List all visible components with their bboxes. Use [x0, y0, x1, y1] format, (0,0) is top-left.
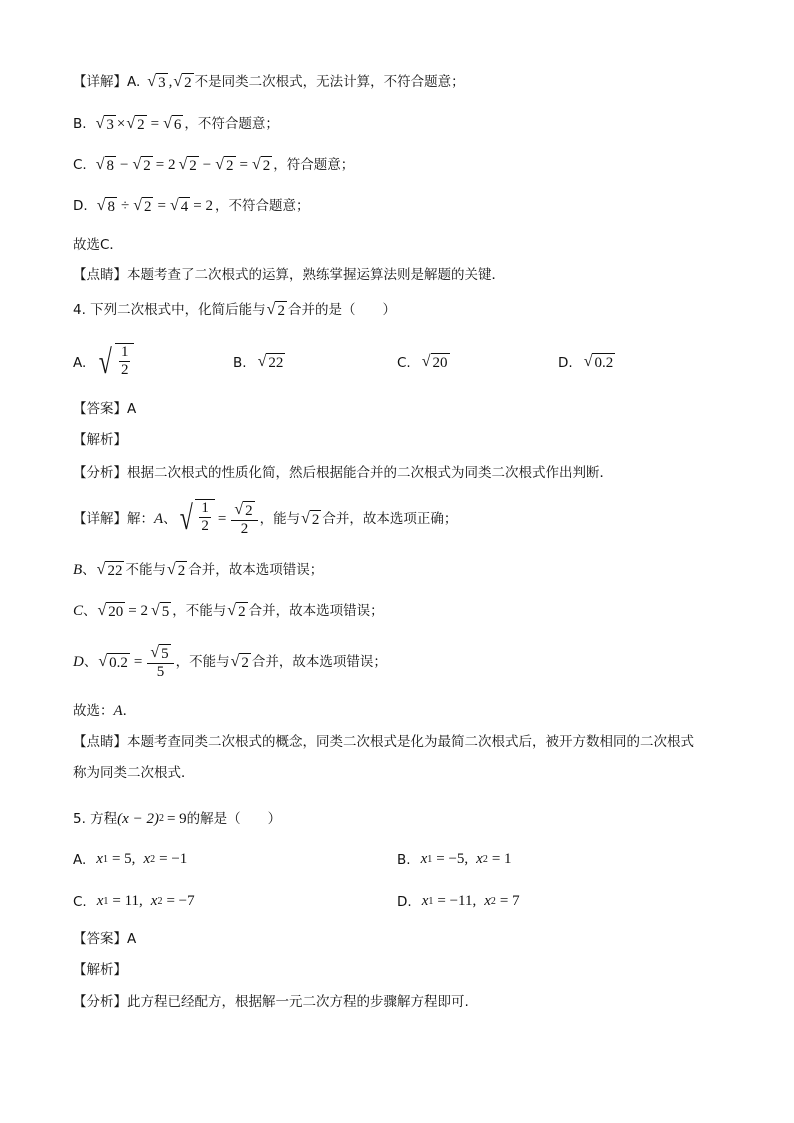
operator: = — [239, 157, 248, 173]
sqrt: √ 2 — [266, 300, 285, 319]
sqrt: √ 5 — [151, 601, 170, 620]
text: ． — [122, 703, 137, 719]
answer-label: 【答案】 — [73, 931, 127, 947]
analyze-label: 【分析】 — [73, 465, 127, 481]
sqrt: √ $\frac{1}{2}$ — [96, 343, 134, 383]
question-stem: 4. 下列二次根式中，化简后能与 — [73, 302, 266, 318]
sqrt: √ 2 — [126, 114, 145, 133]
text: 本题考查同类二次根式的概念，同类二次根式是化为最简二次根式后，被开方数相同的二次根式 — [127, 734, 694, 750]
operator: = 2 — [155, 157, 176, 173]
option-label: D. — [558, 354, 573, 371]
text: 故选C． — [73, 237, 123, 253]
sqrt: √ 3 — [95, 114, 114, 133]
text: ，不能与 — [172, 603, 227, 619]
sqrt: √ 2 — [166, 560, 186, 579]
operator: ÷ — [120, 198, 130, 214]
sqrt: √ 2 — [301, 509, 320, 528]
q4-point-cont — [73, 763, 195, 783]
text: ，符合题意； — [273, 157, 355, 173]
sqrt: √ 6 — [163, 114, 182, 133]
operator: − — [120, 157, 129, 173]
sqrt: √ 22 — [257, 353, 284, 371]
operator: × — [116, 116, 126, 132]
analyze-label: 【分析】 — [73, 994, 127, 1010]
analysis-label: 【解析】 — [73, 432, 127, 448]
sqrt: √ 20 — [421, 353, 448, 371]
equation: = 9 — [166, 811, 187, 827]
sqrt: √ 8 — [95, 155, 114, 174]
q3-point — [73, 265, 505, 285]
q4-option-b — [233, 353, 286, 372]
q5-option-a: A. x 1 = 5, x 2 = −1 — [73, 851, 188, 868]
question-stem: 的解是（ ） — [186, 811, 282, 827]
text: 此方程已经配方，根据解一元二次方程的步骤解方程即可. — [127, 994, 469, 1010]
text: ，不符合题意； — [214, 198, 310, 214]
text: 、 — [83, 654, 98, 670]
text: 根据二次根式的性质化简，然后根据能合并的二次根式为同类二次根式作出判断． — [127, 465, 613, 481]
question-stem: 5. 方程 — [73, 811, 118, 827]
question-stem: 合并的是（ ） — [287, 302, 396, 318]
option-label: C. — [73, 893, 87, 910]
answer-value: A — [127, 931, 137, 947]
sqrt: √ 8 — [96, 196, 115, 215]
q5-analysis — [73, 960, 127, 980]
option-label: A. — [73, 355, 87, 371]
sqrt: √ 2 — [178, 155, 197, 174]
text: 合并，故本选项错误； — [248, 603, 384, 619]
q4-choose — [73, 701, 136, 721]
point-label: 【点睛】 — [73, 267, 127, 283]
text: 合并，故本选项正确； — [322, 511, 458, 527]
option-letter: C — [73, 603, 84, 619]
option-letter: A — [154, 511, 164, 527]
text: 、 — [83, 603, 97, 619]
text: 故选： — [73, 703, 114, 719]
answer-value: A — [127, 401, 137, 417]
sqrt: √ 2 — [132, 155, 151, 174]
q5-option-c: C. x 1 = 11, x 2 = −7 — [73, 893, 195, 910]
exponent: 2 — [158, 813, 164, 824]
q3-choose — [73, 235, 123, 255]
operator: = — [133, 654, 143, 670]
sqrt: √ 2 — [227, 601, 246, 620]
analysis-label: 【解析】 — [73, 962, 127, 978]
operator: = — [150, 116, 160, 132]
q5-option-b: B. x 1 = −5, x 2 = 1 — [397, 851, 512, 868]
fraction: √ 2 2 — [231, 501, 257, 538]
q4-answer — [73, 399, 136, 419]
sqrt: √ 22 — [96, 560, 123, 579]
operator: − — [202, 157, 212, 173]
point-label: 【点睛】 — [73, 734, 127, 750]
q4-point — [73, 732, 694, 752]
option-prefix: C. — [73, 157, 87, 173]
sqrt: √ $\frac{1}{2}$ — [177, 499, 215, 539]
text: ，不符合题意； — [184, 116, 279, 132]
operator: = 2 — [193, 198, 213, 214]
sqrt: √ 2 — [230, 652, 249, 671]
q5-option-d: D. x 1 = −11, x 2 = 7 — [397, 893, 520, 910]
operator: = 2 — [128, 603, 149, 619]
operator: = — [157, 198, 166, 214]
text: 合并，故本选项错误； — [251, 654, 387, 670]
q4-option-c — [397, 353, 451, 372]
option-label: D. — [397, 893, 412, 910]
equation: (x − 2) — [117, 811, 159, 827]
text: 解： — [127, 511, 154, 527]
text: ，能与 — [259, 511, 301, 527]
q4-detail-a — [73, 497, 457, 541]
option-prefix: D. — [73, 198, 88, 214]
option-prefix: B. — [73, 116, 87, 132]
sqrt: √ 4 — [169, 196, 189, 215]
q4-analyze — [73, 463, 613, 483]
text: 不能与 — [125, 562, 166, 578]
q5-answer — [73, 929, 136, 949]
q4-detail-d — [73, 642, 387, 682]
option-prefix: A. — [127, 74, 141, 90]
q4-analysis — [73, 430, 127, 450]
sqrt: √ 0.2 — [583, 353, 614, 371]
sqrt: √ 20 — [97, 601, 124, 620]
option-letter: A — [113, 703, 123, 719]
sqrt: √ 3 — [147, 72, 166, 91]
detail-label: 【详解】 — [73, 74, 127, 90]
q3-detail-d — [73, 196, 309, 216]
q3-detail-a: 【详解】 A. √ 3 , √ 2 不是同类二次根式，无法计算，不符合题意； — [73, 72, 465, 91]
sqrt: √ 2 — [251, 155, 271, 174]
option-letter: D — [73, 654, 84, 670]
q5-analyze — [73, 992, 469, 1012]
option-letter: B — [73, 562, 83, 578]
operator: = — [217, 511, 227, 527]
sqrt: √ 2 — [173, 72, 192, 91]
answer-label: 【答案】 — [73, 401, 127, 417]
option-label: A. — [73, 851, 87, 868]
text: 称为同类二次根式． — [73, 765, 195, 781]
text: 本题考查了二次根式的运算，熟练掌握运算法则是解题的关键． — [127, 267, 505, 283]
q5-stem — [73, 809, 281, 829]
option-label: B. — [397, 851, 411, 868]
q3-detail-b — [73, 114, 279, 134]
q4-detail-c — [73, 601, 384, 621]
q3-detail-c — [73, 155, 354, 175]
fraction: √ 5 5 — [147, 644, 173, 681]
text: 不是同类二次根式，无法计算，不符合题意； — [194, 74, 465, 90]
q4-detail-b — [73, 560, 323, 580]
text: 合并，故本选项错误； — [188, 562, 324, 578]
text: 、 — [82, 562, 96, 578]
sqrt: √ 2 — [215, 155, 234, 174]
q4-option-d — [558, 353, 616, 372]
q4-option-a — [73, 343, 134, 383]
text: ，不能与 — [175, 654, 230, 670]
sqrt: √ 2 — [133, 196, 152, 215]
option-label: C. — [397, 354, 411, 371]
text: 、 — [163, 511, 177, 527]
sqrt: √ 0.2 — [98, 652, 128, 671]
detail-label: 【详解】 — [73, 511, 127, 527]
q4-stem — [73, 300, 396, 320]
option-label: B. — [233, 354, 247, 371]
